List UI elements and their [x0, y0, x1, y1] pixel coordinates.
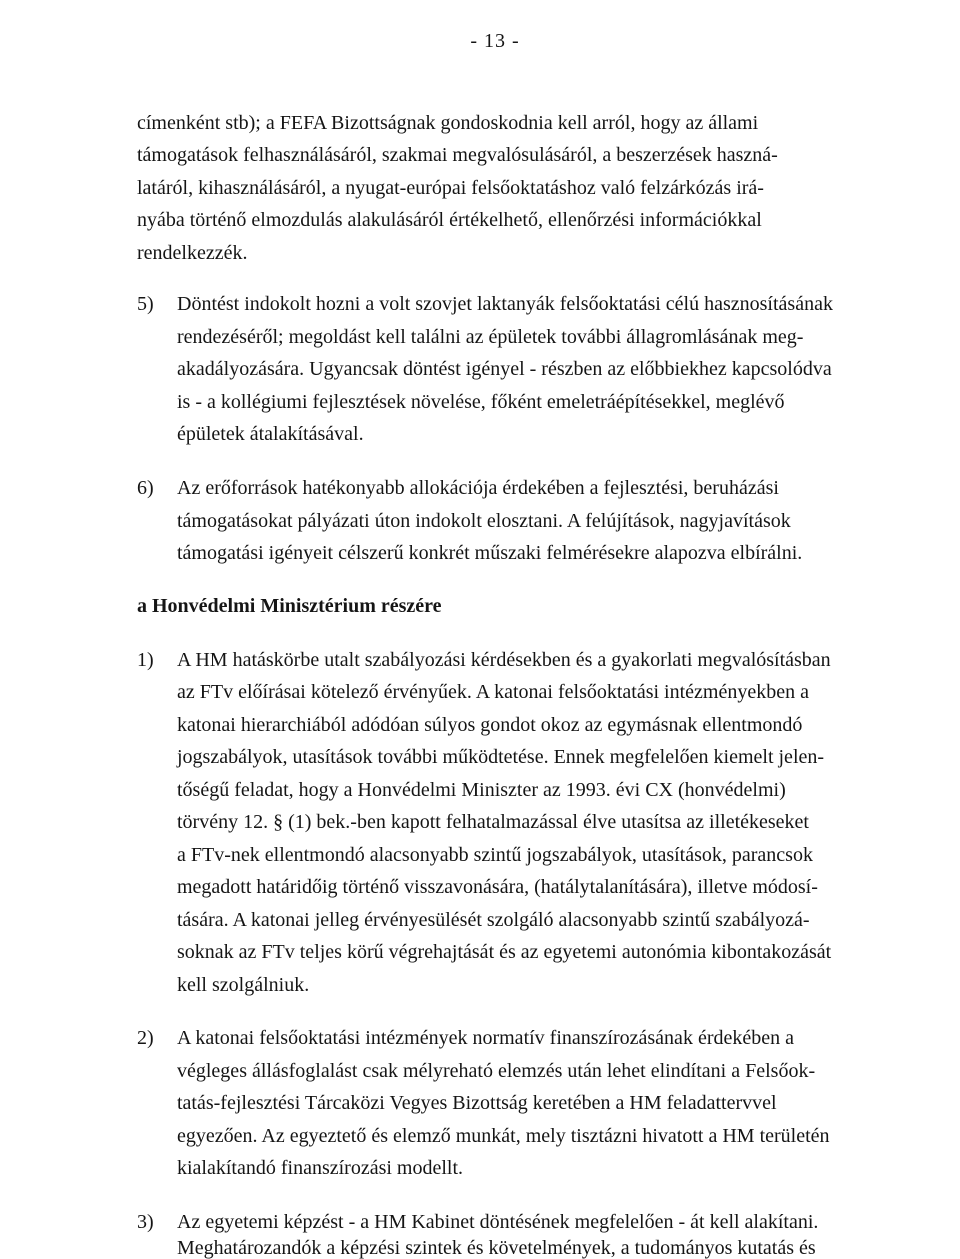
item-line: katonai hierarchiából adódóan súlyos gondot okoz az egymásnak ellentmondó	[177, 714, 803, 736]
intro-line: rendelkezzék.	[137, 242, 248, 264]
item-line: a FTv-nek ellentmondó alacsonyabb szintű jogszabályok, utasítások, parancsok	[177, 844, 813, 866]
intro-line: címenként stb); a FEFA Bizottságnak gondoskodnia kell arról, hogy az állami	[137, 112, 759, 134]
item-number: 1)	[137, 649, 154, 671]
item-line: végleges állásfoglalást csak mélyreható elemzés után lehet elindítani a Felsőok-	[177, 1060, 816, 1082]
item-line: kialakítandó finanszírozási modellt.	[177, 1157, 464, 1179]
item-line: akadályozására. Ugyancsak döntést igényel - részben az előbbiekhez kapcsolódva	[177, 358, 832, 380]
item-line: is - a kollégiumi fejlesztések növelése, főként emeletráépítésekkel, meglévő	[177, 391, 785, 413]
item-line: rendezéséről; megoldást kell találni az épületek további állagromlásának meg-	[177, 326, 804, 348]
item-line: jogszabályok, utasítások további működtetése. Ennek megfelelően kiemelt jelen-	[177, 746, 825, 768]
item-line: tatás-fejlesztési Tárcaközi Vegyes Bizottság keretében a HM feladattervvel	[177, 1092, 777, 1114]
section-heading: a Honvédelmi Minisztérium részére	[137, 595, 442, 617]
item-line: A katonai felsőoktatási intézmények normatív finanszírozásának érdekében a	[177, 1027, 794, 1049]
item-line: Meghatározandók a képzési szintek és követelmények, a tudományos kutatás és	[177, 1237, 816, 1259]
item-line: támogatási igényeit célszerű konkrét műszaki felmérésekre alapozva elbírálni.	[177, 542, 803, 564]
item-line: Az erőforrások hatékonyabb allokációja érdekében a fejlesztési, beruházási	[177, 477, 779, 499]
item-line: tására. A katonai jelleg érvényesülését szolgáló alacsonyabb szintű szabályozá-	[177, 909, 810, 931]
item-line: Döntést indokolt hozni a volt szovjet laktanyák felsőoktatási célú hasznosításának	[177, 293, 833, 315]
intro-line: támogatások felhasználásáról, szakmai megvalósulásáról, a beszerzések haszná-	[137, 144, 778, 166]
intro-line: nyába történő elmozdulás alakulásáról értékelhető, ellenőrzési információkkal	[137, 209, 762, 231]
item-line: soknak az FTv teljes körű végrehajtását és az egyetemi autonómia kibontakozását	[177, 941, 832, 963]
item-line: épületek átalakításával.	[177, 423, 364, 445]
item-line: megadott határidőig történő visszavonására, (hatálytalanítására), illetve módosí-	[177, 876, 818, 898]
item-line: A HM hatáskörbe utalt szabályozási kérdésekben és a gyakorlati megvalósításban	[177, 649, 831, 671]
item-line: egyezően. Az egyeztető és elemző munkát, mely tisztázni hivatott a HM területén	[177, 1125, 830, 1147]
item-number: 2)	[137, 1027, 154, 1049]
item-line: törvény 12. § (1) bek.-ben kapott felhatalmazással élve utasítsa az illetékeseket	[177, 811, 809, 833]
intro-line: latáról, kihasználásáról, a nyugat-európai felsőoktatáshoz való felzárkózás irá-	[137, 177, 764, 199]
item-line: támogatásokat pályázati úton indokolt elosztani. A felújítások, nagyjavítások	[177, 510, 791, 532]
item-number: 6)	[137, 477, 154, 499]
item-number: 3)	[137, 1211, 154, 1233]
item-line: az FTv előírásai kötelező érvényűek. A katonai felsőoktatási intézményekben a	[177, 681, 809, 703]
item-number: 5)	[137, 293, 154, 315]
item-line: kell szolgálniuk.	[177, 974, 310, 996]
item-line: Az egyetemi képzést - a HM Kabinet döntésének megfelelően - át kell alakítani.	[177, 1211, 819, 1233]
item-line: tőségű feladat, hogy a Honvédelmi Miniszter az 1993. évi CX (honvédelmi)	[177, 779, 786, 801]
page-number: - 13 -	[470, 30, 520, 52]
